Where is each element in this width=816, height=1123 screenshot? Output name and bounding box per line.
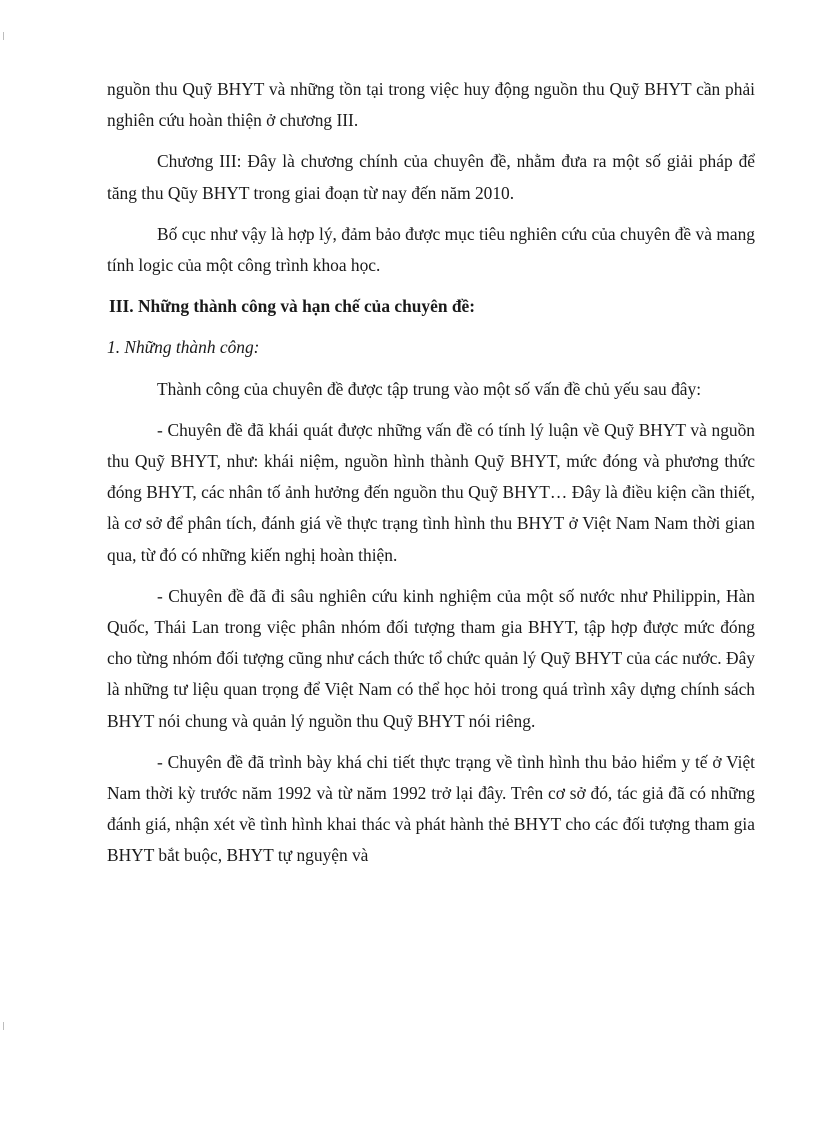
paragraph-success-theory: - Chuyên đề đã khái quát được những vấn đề có tính lý luận về Quỹ BHYT và nguồn thu Quỹ BHYT, như: khái niệm, nguồn hình thành Quỹ BHYT, mức đóng và phương thức đóng BHYT, các nhân tố ảnh hưởng đến nguồn thu Quỹ BHYT… Đây là điều kiện cần thiết, là cơ sở để phân tích, đánh giá về thực trạng tình hình thu BHYT ở Việt Nam Nam thời gian qua, từ đó có những kiến nghị hoàn thiện.: [107, 419, 755, 565]
section-heading: III. Những thành công và hạn chế của chuyên đề:: [109, 296, 476, 317]
document-page: [107, 74, 755, 882]
paragraph-structure-summary: Bố cục như vậy là hợp lý, đảm bảo được mục tiêu nghiên cứu của chuyên đề và mang tính logic của một công trình khoa học.: [107, 223, 755, 276]
paragraph-chapter-three: Chương III: Đây là chương chính của chuyên đề, nhằm đưa ra một số giải pháp để tăng thu Qũy BHYT trong giai đoạn từ nay đến năm 2010.: [107, 151, 755, 203]
subsection-heading: 1. Những thành công:: [107, 337, 260, 358]
paragraph-success-intro: Thành công của chuyên đề được tập trung vào một số vấn đề chủ yếu sau đây:: [157, 378, 702, 399]
scan-edge-mark-bottom: [3, 1022, 4, 1030]
paragraph-success-reality: - Chuyên đề đã trình bày khá chi tiết thực trạng về tình hình thu bảo hiểm y tế ở Việt Nam thời kỳ trước năm 1992 và từ năm 1992 trở lại đây. Trên cơ sở đó, tác giả đã có những đánh giá, nhận xét về tình hình khai thác và phát hành thẻ BHYT cho các đối tượng tham gia BHYT bắt buộc, BHYT tự nguyện và: [107, 751, 755, 866]
paragraph-success-experience: - Chuyên đề đã đi sâu nghiên cứu kinh nghiệm của một số nước như Philippin, Hàn Quốc, Thái Lan trong việc phân nhóm đối tượng tham gia BHYT, tập hợp được mức đóng cho từng nhóm đối tượng cũng như cách thức tổ chức quản lý Quỹ BHYT của các nước. Đây là những tư liệu quan trọng để Việt Nam có thể học hỏi trong quá trình xây dựng chính sách BHYT nói chung và quản lý nguồn thu Quỹ BHYT nói riêng.: [107, 585, 755, 731]
paragraph-continuation: nguồn thu Quỹ BHYT và những tồn tại trong việc huy động nguồn thu Quỹ BHYT cần phải nghiên cứu hoàn thiện ở chương III.: [107, 79, 755, 131]
scan-edge-mark-top: [3, 32, 4, 40]
